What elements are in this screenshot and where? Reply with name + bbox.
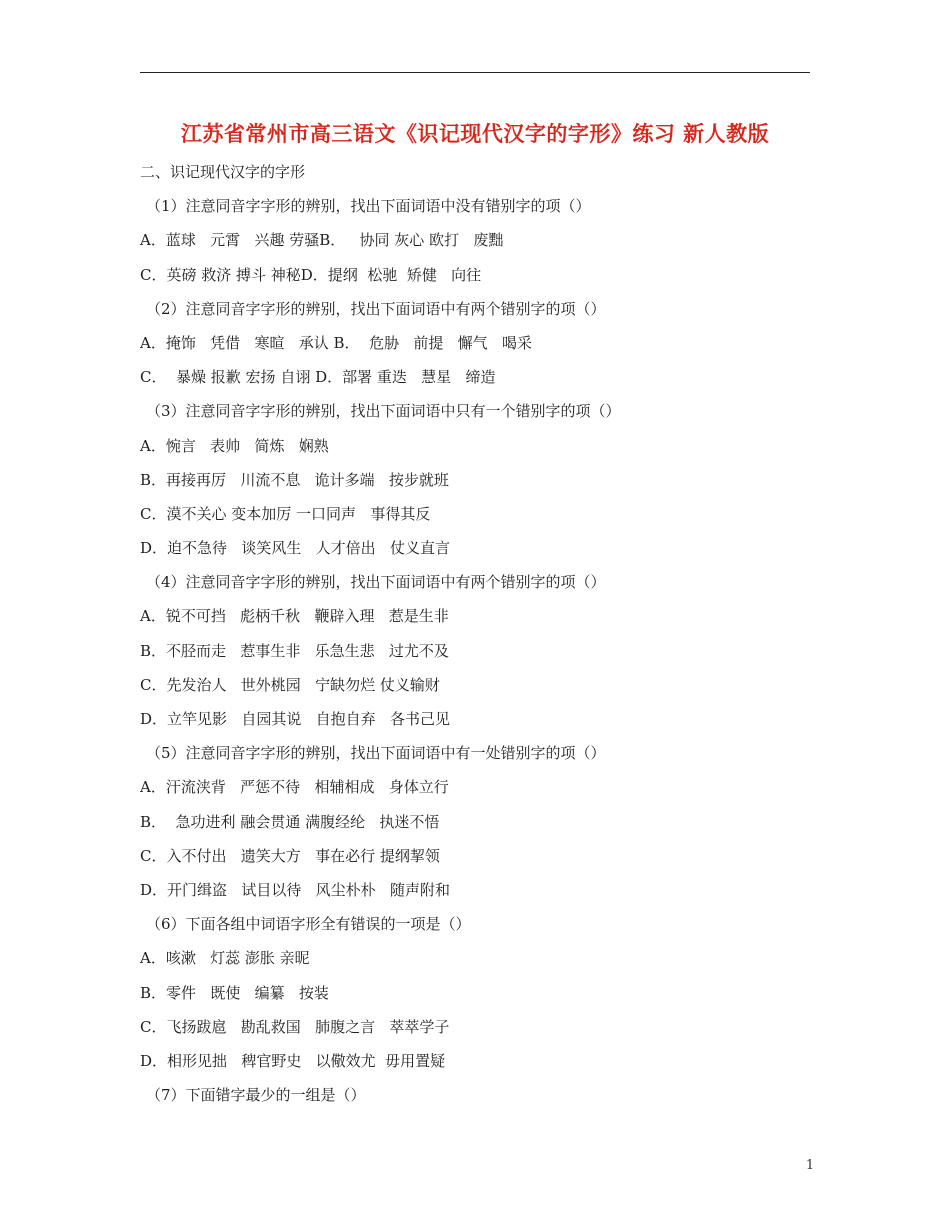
answer-option: D．迫不急待 谈笑风生 人才倍出 仗义直言 xyxy=(140,539,450,558)
answer-option: A．掩饰 凭借 寒暄 承认 B． 危胁 前提 懈气 喝采 xyxy=(140,333,532,352)
answer-option: C． 暴燥 报歉 宏扬 自诩 D．部署 重迭 慧星 缔造 xyxy=(140,368,496,387)
question-prompt: （4）注意同音字字形的辨别，找出下面词语中有两个错别字的项（） xyxy=(146,573,606,592)
question-prompt: （3）注意同音字字形的辨别，找出下面词语中只有一个错别字的项（） xyxy=(146,402,621,421)
answer-option: B．再接再厉 川流不息 诡计多端 按步就班 xyxy=(140,470,449,489)
answer-option: C．飞扬跋扈 勘乱救国 肺腹之言 萃萃学子 xyxy=(140,1017,450,1036)
answer-option: B．零件 既使 编纂 按装 xyxy=(140,983,329,1002)
answer-option: A．蓝球 元霄 兴趣 劳骚B． 协同 灰心 欧打 废黜 xyxy=(140,231,504,250)
answer-option: C．漠不关心 变本加厉 一口同声 事得其反 xyxy=(140,504,431,523)
answer-option: C．先发治人 世外桃园 宁缺勿烂 仗义输财 xyxy=(140,675,440,694)
answer-option: D．开门缉盗 试目以待 风尘朴朴 随声附和 xyxy=(140,880,450,899)
question-prompt: （1）注意同音字字形的辨别，找出下面词语中没有错别字的项（） xyxy=(146,197,591,216)
question-prompt: （5）注意同音字字形的辨别，找出下面词语中有一处错别字的项（） xyxy=(146,744,606,763)
section-heading: 二、识记现代汉字的字形 xyxy=(140,163,306,181)
answer-option: C．入不付出 遗笑大方 事在必行 提纲挈领 xyxy=(140,846,440,865)
document-body xyxy=(140,160,820,1117)
answer-option: A．惋言 表帅 简炼 娴熟 xyxy=(140,436,329,455)
answer-option: D．相形见拙 稗官野史 以儆效尤 毋用置疑 xyxy=(140,1051,446,1070)
answer-option: A．咳漱 灯蕊 澎胀 亲昵 xyxy=(140,949,310,968)
question-prompt: （6）下面各组中词语字形全有错误的一项是（） xyxy=(146,915,471,934)
answer-option: B．不胫而走 惹事生非 乐急生悲 过尤不及 xyxy=(140,641,449,660)
question-prompt: （2）注意同音字字形的辨别，找出下面词语中有两个错别字的项（） xyxy=(146,299,606,318)
page-number: 1 xyxy=(805,1158,815,1173)
header-rule xyxy=(140,72,810,73)
answer-option: D．立竿见影 自园其说 自抱自弃 各书己见 xyxy=(140,710,450,728)
question-prompt: （7）下面错字最少的一组是（） xyxy=(146,1086,366,1105)
document-title: 江苏省常州市高三语文《识记现代汉字的字形》练习 新人教版 xyxy=(180,122,770,146)
answer-option: B． 急功进利 融会贯通 满腹经纶 执迷不悟 xyxy=(140,812,440,831)
answer-option: A．锐不可挡 彪柄千秋 鞭辟入理 惹是生非 xyxy=(140,607,449,626)
answer-option: A．汗流浃背 严惩不待 相辅相成 身体立行 xyxy=(140,778,449,797)
answer-option: C．英磅 救济 搏斗 神秘D．提纲 松驰 矫健 向往 xyxy=(140,265,482,284)
exercise-lines xyxy=(140,194,820,1117)
